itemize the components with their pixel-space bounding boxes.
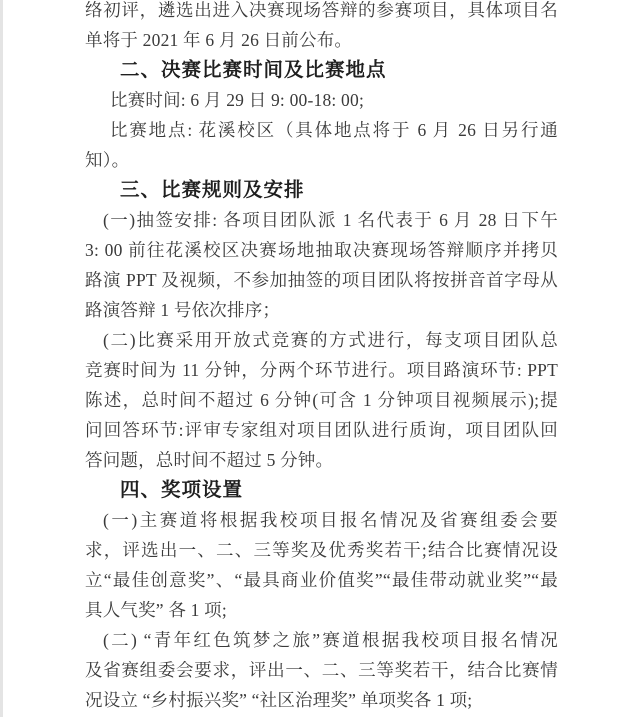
text-line: 答问题，总时间不超过 5 分钟。	[85, 450, 334, 470]
text-line: 路演 PPT 及视频，不参加抽签的项目团队将按拼音首字母从	[85, 270, 558, 290]
text-line: (一)主赛道将根据我校项目报名情况及省赛组委会要	[103, 510, 558, 530]
text-line: (二) “青年红色筑梦之旅”赛道根据我校项目报名情况	[103, 630, 558, 650]
text-line: 比赛地点: 花溪校区（具体地点将于 6 月 26 日另行通	[110, 120, 558, 140]
page-left-edge	[0, 0, 3, 717]
section-heading: 四、奖项设置	[120, 479, 244, 501]
section-heading: 二、决赛比赛时间及比赛地点	[120, 59, 387, 81]
text-line: 具人气奖” 各 1 项;	[85, 600, 227, 620]
text-line: 求，评选出一、二、三等奖及优秀奖若干;结合比赛情况设	[85, 540, 558, 560]
text-line: (二)比赛采用开放式竞赛的方式进行，每支项目团队总	[103, 330, 558, 350]
text-line: 问回答环节:评审专家组对项目团队进行质询，项目团队回	[85, 420, 558, 440]
document-lines	[85, 0, 558, 715]
section-heading: 三、比赛规则及安排	[120, 179, 305, 201]
text-line: 路演答辩 1 号依次排序；	[85, 300, 281, 320]
text-line: (一)抽签安排: 各项目团队派 1 名代表于 6 月 28 日下午	[103, 210, 558, 230]
text-line: 及省赛组委会要求，评出一、二、三等奖若干，结合比赛情	[85, 660, 558, 680]
text-line: 况设立 “乡村振兴奖” “社区治理奖” 单项奖各 1 项;	[85, 690, 473, 710]
text-line: 知）。	[85, 150, 130, 170]
text-line: 单将于 2021 年 6 月 26 日前公布。	[85, 30, 353, 50]
text-line: 3: 00 前往花溪校区决赛场地抽取决赛现场答辩顺序并拷贝	[85, 240, 558, 260]
text-line: 立“最佳创意奖”、“最具商业价值奖”“最佳带动就业奖”“最	[85, 570, 558, 590]
text-line: 竞赛时间为 11 分钟，分两个环节进行。项目路演环节: PPT	[85, 360, 558, 380]
text-line: 比赛时间: 6 月 29 日 9: 00-18: 00;	[110, 90, 365, 110]
text-line: 络初评，遴选出进入决赛现场答辩的参赛项目，具体项目名	[85, 0, 558, 20]
text-line: 陈述，总时间不超过 6 分钟(可含 1 分钟项目视频展示);提	[85, 390, 558, 410]
